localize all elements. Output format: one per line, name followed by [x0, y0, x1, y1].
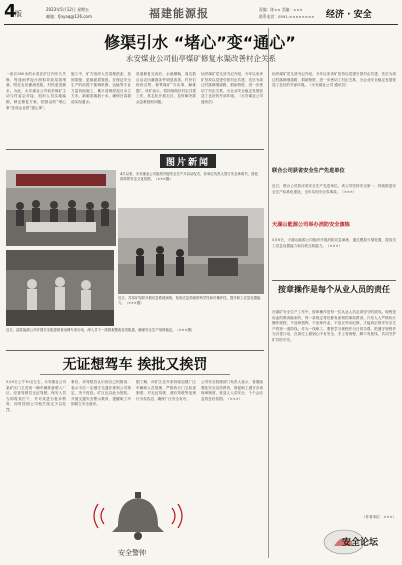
- editor-line: 责编：陈×× 美编：×××: [259, 7, 303, 12]
- email-line: 邮箱：fjnyaq@126.com: [46, 14, 92, 19]
- news2-body: 5月8日，天湖山能源公司组织开展消防应急演练，通过模拟火情处置，提高员工应急处置能力和自救互救能力。（×××）: [272, 238, 396, 248]
- caption-drill: 近日，苏邦矿组织开展应急救援演练，检验应急预案的科学性和可操作性，提升职工应急处置能力。（×××摄）: [118, 296, 261, 305]
- caption-ceremony: 4月以来，永安煤业公司组织开展安全生产月启动仪式，各单位负责人签订安全承诺书，营造浓厚的安全文化氛围。（×××摄）: [120, 172, 258, 181]
- alarm-bell-illustration: [74, 486, 202, 546]
- news1-title: 联合公司获省安全生产先进单位: [272, 168, 345, 174]
- bottom-column-3: 据了解，该矿区近年来持续加强厂区车辆和人员管理，严格执行门卫检查制度，对无证驾驶、酒后驾驶等违规行为零容忍，确保厂区安全有序。: [136, 380, 196, 401]
- bottom-column-1: 5月9日上午10点左右，永安煤业公司某矿区门卫发现一辆车辆准备驶入厂区，经查驾驶员无证驾驶，保安人员当即将其拦下，并对其进行批评教育，同时按照公司相关规定予以处罚。: [6, 380, 66, 412]
- lead-column-1: 一条长560米的水渠在矿区内年久失修，每逢雨季泥沙淤积导致渠道堵塞，附近农田灌溉受阻，村民意见颇多。为此，永安煤业公司仙亭煤矿主动与村委会对接，组织人员实地踏勘，制定修复方案，把群众的“堵心事”变成企业的“通心事”。: [6, 72, 66, 110]
- photo-news-banner: [160, 154, 216, 168]
- page-number-badge: [4, 3, 26, 21]
- right-intro-body: 仙亭煤矿党支部书记介绍，今年以来该矿坚持以党建引领村企共建，先后为周边村落修缮道路、捐助物资，进一步密切了村企关系，为企业安全稳定发展营造了良好的外部环境。（永安煤业公司 通讯员）: [272, 72, 396, 88]
- lead-column-4: 仙亭煤矿党支部书记介绍，今年以来该矿坚持以党建引领村企共建，先后为周边村落修缮道路、捐助物资，进一步密切了村企关系，为企业安全稳定发展营造了良好的外部环境。（永安煤业公司 通讯员）: [201, 72, 263, 104]
- page-number: 4: [4, 1, 17, 22]
- feature-author: （作者单位：×××）: [361, 515, 396, 519]
- masthead: 福建能源报: [149, 7, 209, 20]
- safety-forum-text: 安全论坛: [342, 538, 379, 548]
- lead-bottom-rule: [6, 149, 264, 150]
- photo-drill-image: [118, 208, 264, 294]
- feature-body: 在煤矿安全生产工作中，按章操作是每一位从业人员必须坚守的底线。规程是用血的教训换来的，每一条规定背后都有深刻的事故教训。只有人人严格执行操作规程，不违章指挥、不违章作业、不违反劳动纪律，才能真正筑牢安全生产的第一道防线。作为一线职工，要把学习规程作为日常功课，把遵守规程作为自觉行动，在岗位上做到心中有安全、手上有规程、脚下有底线，共同守护矿井的平安。: [272, 310, 396, 342]
- bottom-column-2: 事后，该驾驶员认识到自己的错误，表示今后一定遵守交通法规和公司规定，决不再犯。矿区也以此为契机，开展交通安全警示教育，提醒职工牢固树立安全意识。: [71, 380, 131, 407]
- bottom-title: 无证想驾车 挨批又挨罚: [62, 357, 208, 373]
- photo-ceremony-image: [6, 170, 116, 246]
- photo-news-label: 图片新闻: [166, 158, 211, 168]
- page-header: [4, 3, 398, 23]
- section-title: 经济 · 安全: [326, 10, 372, 20]
- page-unit: 版: [15, 10, 22, 18]
- bottom-column-4: 公司安全管理部门负责人表示，将继续强化安全宣传教育，督促职工遵守各项规章制度，营造人人讲安全、个个会应急的良好氛围。（×××）: [201, 380, 263, 401]
- feature-title: 按章操作是每个从业人员的责任: [278, 285, 390, 294]
- date-line: 2023年5月12日 星期五: [46, 7, 90, 12]
- photo-inspection: [6, 250, 114, 326]
- lead-subtitle: 永安煤业公司仙亭煤矿修复水渠改善村企关系: [126, 54, 276, 63]
- news1-body: 近日，联合公司获评省安全生产先进单位。该公司坚持安全第一，持续推进安全生产标准化建设，全年实现安全零事故。（×××）: [272, 184, 396, 194]
- photo-inspection-image: [6, 250, 114, 326]
- lead-column-3: 渠道修复完成后，水流顺畅，周边数百亩农田灌溉条件明显改善。村民们纷纷点赞，称赞煤矿“办实事、解难题”。该矿表示，将持续做好村企共建工作，常态化开展走访，及时解决群众急难愁盼问题。: [136, 72, 196, 104]
- footer-label: 安全警钟: [118, 549, 146, 557]
- bottom-title-rule: [40, 374, 230, 375]
- right-feature-rule: [272, 280, 396, 281]
- lead-column-2: 施工中，矿方组织人员清理淤泥、加固渠壁、更换破损管段，在保证安全生产的前提下抽调机修、运输等专业力量协助施工，累计清理淤泥百余立方米，新砌渠墙数十米，确保在春耕前实现通水。: [71, 72, 131, 104]
- column-divider: [268, 28, 269, 558]
- photo-bottom-rule: [6, 350, 264, 351]
- bell-icon: [74, 486, 202, 546]
- news2-title: 天湖山能源公司举办消防安全演练: [272, 222, 350, 228]
- photo-ceremony: [6, 170, 116, 246]
- lead-title: 修渠引水 “堵心”变“通心”: [104, 33, 296, 52]
- header-rule: [4, 24, 398, 25]
- photo-drill: [118, 208, 264, 294]
- right-intro-text: [272, 72, 396, 164]
- phone-line: 联系电话：0591-××××××××: [259, 14, 315, 19]
- caption-inspection: 近日，邵武能源公司开展安全隐患排查治理专项行动，深入井下一线排查整改各类隐患，确保安全生产形势稳定。（×××摄）: [6, 328, 195, 332]
- safety-forum-logo: [322, 526, 394, 558]
